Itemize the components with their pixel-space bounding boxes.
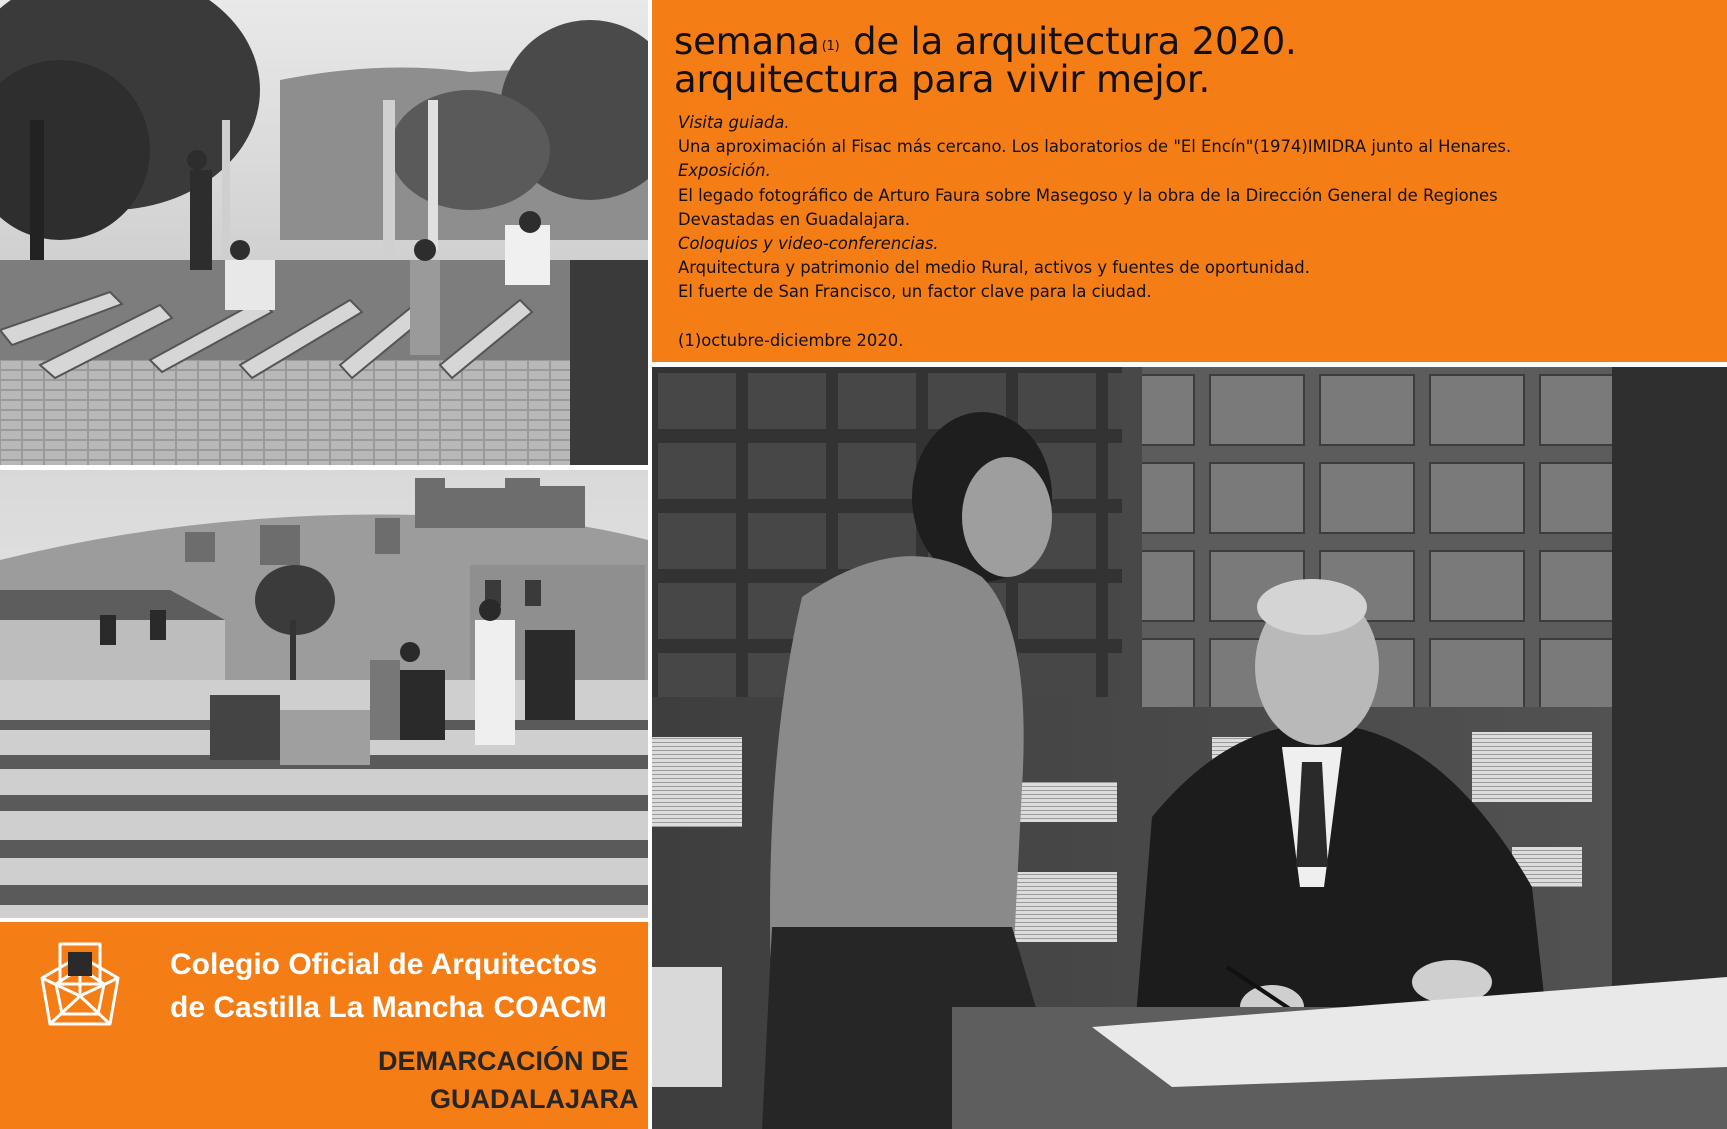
- event-program: [678, 111, 1698, 353]
- exhibition-description-line-1: El legado fotográfico de Arturo Faura sobre Masegoso y la obra de la Dirección General de Regiones: [678, 185, 1498, 205]
- talks-description-line-2: El fuerte de San Francisco, un factor clave para la ciudad.: [678, 282, 1152, 302]
- village-works-photo: [0, 470, 648, 918]
- event-title-word: semana: [674, 20, 820, 63]
- talks-heading: Coloquios y video-conferencias.: [678, 234, 939, 254]
- architect-office-image: [652, 367, 1727, 1129]
- exhibition-description-line-2: Devastadas en Guadalajara.: [678, 209, 911, 229]
- organization-region: de Castilla La Mancha: [170, 991, 484, 1024]
- organization-name-line-2: [170, 991, 607, 1025]
- program-spacer: [678, 305, 1698, 329]
- dates-footnote: (1)octubre-diciembre 2020.: [678, 330, 904, 350]
- event-header-panel: [652, 0, 1727, 362]
- construction-roof-image: [0, 0, 648, 465]
- village-works-image: [0, 470, 648, 918]
- event-title-rest: de la arquitectura 2020.: [841, 20, 1297, 63]
- exhibition-heading: Exposición.: [678, 161, 771, 181]
- visit-heading: Visita guiada.: [678, 113, 790, 132]
- organization-name-line-1: Colegio Oficial de Arquitectos: [170, 948, 598, 981]
- event-subtitle: arquitectura para vivir mejor.: [674, 58, 1211, 101]
- coacm-logo-icon: [30, 938, 134, 1042]
- demarcation-city: GUADALAJARA: [430, 1084, 639, 1114]
- organization-acronym: COACM: [493, 991, 607, 1024]
- event-title-footnote-mark: (1): [821, 39, 840, 54]
- event-title-line-1: [674, 20, 1297, 63]
- talks-description-line-1: Arquitectura y patrimonio del medio Rural, activos y fuentes de oportunidad.: [678, 258, 1310, 278]
- visit-description: Una aproximación al Fisac más cercano. Los laboratorios de "El Encín"(1974)IMIDRA junto al Henares.: [678, 137, 1512, 157]
- construction-roof-photo: [0, 0, 648, 465]
- coacm-logo-panel: [0, 922, 648, 1129]
- demarcation-label: DEMARCACIÓN DE: [378, 1046, 629, 1076]
- architect-office-photo: [652, 367, 1727, 1129]
